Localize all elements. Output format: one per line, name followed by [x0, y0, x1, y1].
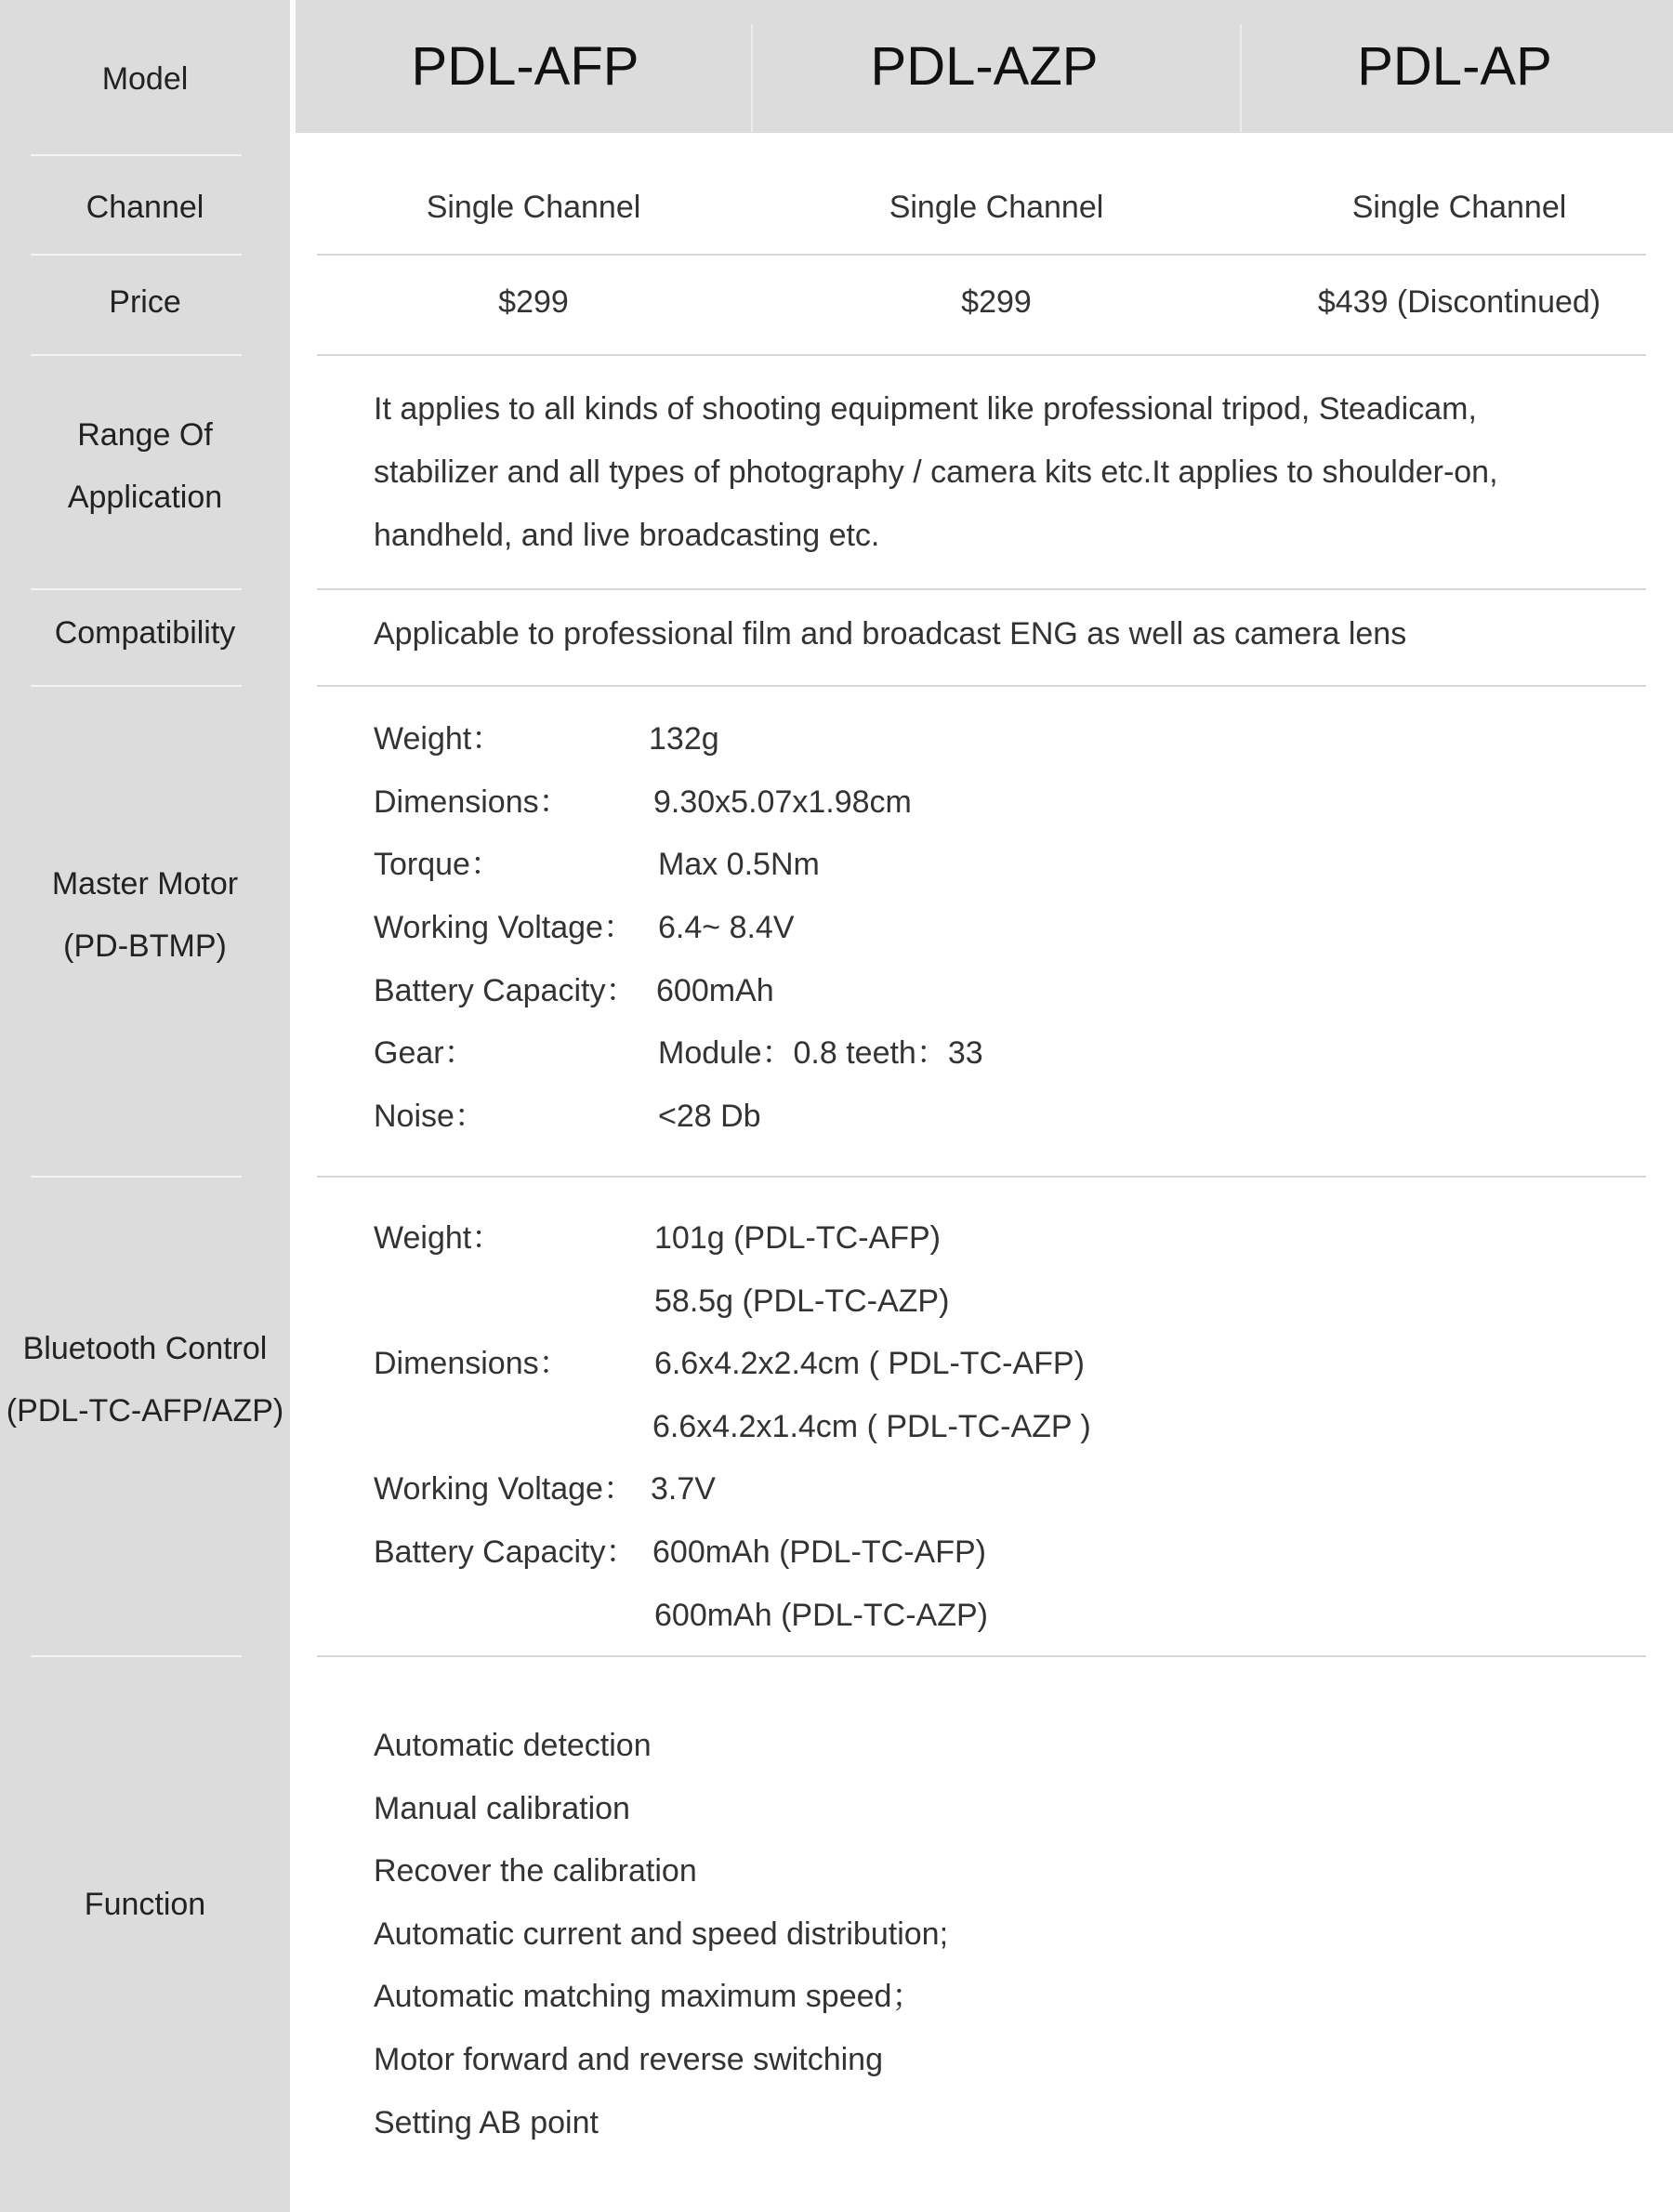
- row-label-divider: [31, 254, 242, 256]
- spec-value: 101g (PDL-TC-AFP): [654, 1220, 941, 1256]
- channel-value-azp: Single Channel: [889, 190, 1104, 225]
- row-label-compatibility: Compatibility: [54, 615, 236, 651]
- row-divider: [317, 588, 1646, 590]
- row-label-price: Price: [109, 284, 181, 320]
- row-label-divider: [31, 154, 242, 156]
- spec-value: 6.6x4.2x1.4cm ( PDL-TC-AZP ): [652, 1409, 1091, 1444]
- row-label-divider: [31, 1176, 242, 1178]
- compatibility-text: Applicable to professional film and broadcast ENG as well as camera lens: [374, 616, 1407, 652]
- spec-value: 6.6x4.2x2.4cm ( PDL-TC-AFP): [654, 1346, 1085, 1381]
- row-divider: [317, 254, 1646, 256]
- spec-label: Battery Capacity：: [374, 973, 638, 1008]
- spec-value: 132g: [649, 721, 719, 757]
- row-label-master-motor-line1: Master Motor: [51, 866, 239, 902]
- spec-value: 600mAh (PDL-TC-AZP): [654, 1598, 988, 1633]
- function-item: Recover the calibration: [374, 1853, 697, 1889]
- row-divider: [317, 685, 1646, 687]
- spec-value: 600mAh (PDL-TC-AFP): [652, 1534, 986, 1570]
- function-item: Automatic current and speed distribution;: [374, 1916, 949, 1952]
- row-label-bluetooth-line1: Bluetooth Control: [22, 1331, 268, 1366]
- spec-label: Gear：: [374, 1035, 476, 1071]
- row-label-range-line2: Application: [67, 480, 223, 515]
- spec-value: 6.4~ 8.4V: [658, 910, 795, 945]
- model-name-ap: PDL-AP: [1357, 36, 1552, 97]
- row-label-range-line1: Range Of: [77, 417, 213, 453]
- price-value-afp: $299: [498, 284, 569, 320]
- function-item: Setting AB point: [374, 2105, 599, 2140]
- range-of-application-text: It applies to all kinds of shooting equipment like professional tripod, Steadicam, stabilizer and all types of photography / camera kits etc.It applies to shoulder-on, handheld, and live broadcasting etc.: [374, 391, 1498, 553]
- spec-value: 3.7V: [651, 1471, 716, 1507]
- model-header: [296, 0, 1673, 133]
- spec-value: <28 Db: [658, 1099, 761, 1134]
- row-divider: [317, 1176, 1646, 1178]
- spec-label: Dimensions：: [374, 784, 571, 820]
- spec-value: 9.30x5.07x1.98cm: [653, 784, 912, 820]
- spec-label: Dimensions：: [374, 1346, 571, 1381]
- row-label-bluetooth-line2: (PDL-TC-AFP/AZP): [6, 1393, 284, 1429]
- row-label-master-motor-line2: (PD-BTMP): [63, 928, 227, 964]
- function-item: Motor forward and reverse switching: [374, 2042, 884, 2077]
- row-label-function: Function: [84, 1887, 206, 1922]
- price-value-ap: $439 (Discontinued): [1317, 284, 1601, 320]
- spec-value: 600mAh: [656, 973, 774, 1008]
- spec-label: Noise：: [374, 1099, 486, 1134]
- row-divider: [317, 1655, 1646, 1657]
- spec-label: Battery Capacity：: [374, 1534, 638, 1570]
- row-label-divider: [31, 685, 242, 687]
- price-value-azp: $299: [961, 284, 1032, 320]
- channel-value-ap: Single Channel: [1351, 190, 1567, 225]
- row-label-divider: [31, 588, 242, 590]
- spec-label: Torque：: [374, 847, 502, 882]
- spec-value: 58.5g (PDL-TC-AZP): [654, 1284, 950, 1319]
- channel-value-afp: Single Channel: [426, 190, 641, 225]
- spec-label: Weight：: [374, 721, 504, 757]
- row-label-divider: [31, 354, 242, 356]
- row-label-channel: Channel: [86, 190, 204, 225]
- model-name-azp: PDL-AZP: [870, 36, 1099, 97]
- spec-value: Module：0.8 teeth：33: [658, 1035, 983, 1071]
- function-item: Manual calibration: [374, 1791, 630, 1826]
- model-name-afp: PDL-AFP: [411, 36, 639, 97]
- row-label-divider: [31, 1655, 242, 1657]
- spec-label: Weight：: [374, 1220, 504, 1256]
- function-item: Automatic matching maximum speed；: [374, 1979, 924, 2014]
- function-item: Automatic detection: [374, 1728, 652, 1763]
- spec-value: Max 0.5Nm: [658, 847, 820, 882]
- row-divider: [317, 354, 1646, 356]
- row-label-model: Model: [101, 61, 189, 97]
- header-divider: [751, 24, 753, 132]
- spec-label: Working Voltage：: [374, 910, 635, 945]
- spec-label: Working Voltage：: [374, 1471, 635, 1507]
